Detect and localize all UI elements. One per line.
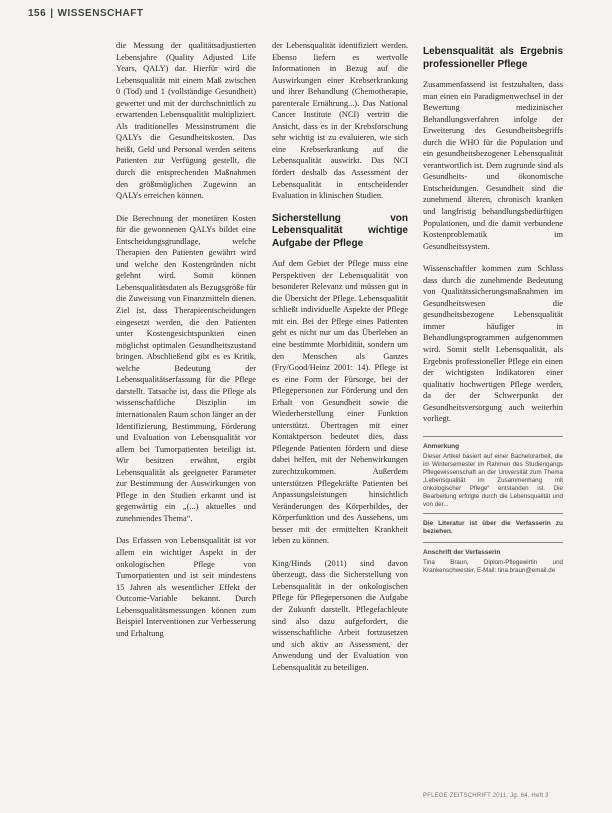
paragraph: die Messung der qualitätsadjustierten Lebensjahre (Quality Adjusted Life Years, QALY) dar. Hierfür wird die Lebensqualität mit einem Maß zwischen 0 (Tod) und 1 (vollständige Gesundheit) gewertet und mit der durchschnittlich zu erwartenden Lebensqualität multipliziert. Als traditionelles Messinstrument die QALYs die Gesundheitskosten. Das heißt, Geld und Personal werden seitens Patienten zur Verfügung gestellt, die durch die entsprechenden Maßnahmen den größtmöglichen Zugewinn an QALYs erreichen können. bbox=[116, 41, 256, 201]
page-footer: PFLEGE ZEITSCHRIFT 2011, Jg. 64, Heft 3 bbox=[423, 793, 549, 799]
note-text: Dieser Artikel basiert auf einer Bachelorarbeit, die im Wintersemester im Rahmen des Studiengangs Pflegewissenschaft an der Universität zum Thema „Lebensqualität im Zusammenhang mit onkologischer Pflege“ entstanden ist. Die Bearbeitung erfolgte durch die Lebensqualität und von der... bbox=[423, 452, 563, 508]
divider bbox=[423, 436, 563, 437]
note-title: Anmerkung bbox=[423, 442, 460, 450]
paragraph: Wissenschaftler kommen zum Schluss dass durch die zunehmende Bedeutung von Qualitätssicherungsmaßnahmen im Gesundheitswesen die gesundheitsbezogene Lebensqualität immer häufiger in Behandlungsprogrammen aufgenommen wird. Somit stellt Lebensqualität, als Ergebnis professioneller Pflege ein einen der wichtigsten Indikatoren einer qualitativ hochwertigen Pflege werden, da der der Schwerpunkt der Gesundheitsversorgung auch weiterhin vorliegt. bbox=[423, 264, 563, 424]
divider bbox=[423, 542, 563, 543]
paragraph: King/Hinds (2011) sind davon überzeugt, dass die Sicherstellung von Lebensqualität in der onkologischen Pflege für Pflegepersonen die Aufgabe der Zukunft darstellt. Pflegefachleute sind also dazu aufgefordert, die wissenschaftliche Arbeit fortzusetzen und sich aktiv an Assessment, der Anwendung und der Evaluation von Lebensqualität zu beteiligen. bbox=[272, 558, 408, 672]
section-heading: Sicherstellung von Lebensqualität wichtige Aufgabe der Pflege bbox=[272, 212, 408, 249]
section-heading: Lebensqualität als Ergebnis professioneller Pflege bbox=[423, 46, 563, 70]
column-3 bbox=[423, 40, 563, 579]
column-1 bbox=[116, 40, 256, 650]
paragraph: Zusammenfassend ist festzuhalten, dass man einen ein Paradigmenwechsel in der Bewertung medizinischer Behandlungsverfahren infolge der Erweiterung des Gesundheitsbegriffs durch die WHO für die Population und ein gesundheitsbezogener Lebensqualität verantwortlich ist. Dem zugrunde sind als Gesundheits- und ökonomische Entscheidungen. Gesundheit sind die zunehmend älteren, chronisch kranken und langfristig behandlungsbedürftigen Populationen, und die damit verbundene Kostenproblematik im Gesundheitssystem. bbox=[423, 80, 564, 251]
note-box bbox=[423, 436, 563, 575]
literature-note: Die Literatur ist über die Verfasserin zu beziehen. bbox=[423, 519, 563, 535]
paragraph: Das Erfassen von Lebensqualität ist vor allem ein wichtiger Aspekt in der onkologischen Pflege von Tumorpatienten und ist seit mindestens 15 Jahren als wesentlicher Effekt der Outcome-Variable bekannt. Durch Lebensqualitätsmessungen können zum Beispiel Interventionen zur Verbesserung und Erhaltung bbox=[116, 536, 256, 638]
column-2 bbox=[272, 40, 408, 684]
section-title: WISSENSCHAFT bbox=[57, 8, 144, 19]
paragraph: Auf dem Gebiet der Pflege muss eine Perspektiven der Lebensqualität von besonderer Relevanz und müssen gut in die Übersicht der Pflege. Lebensqualität schließt individuelle Aspekte der Pflege mit ein. Bei der Pflege eines Patienten geht es nicht nur um das Überleben an eine bestimmte Morbidität, sondern um den Menschen als Ganzes (Fry/Good/Heinz 2001: 14). Pflege ist es eine Form der Fürsorge, bei der Pflegepersonen zur Förderung und den Erhalt von Gesundheit sowie die Wiederherstellung einer Funktion unterstützt. Übertragen mit einer Kontaktperson bedeutet dies, dass Pflegende Patienten fördern und diese dabei helfen, mit der Nebenwirkungen zurechtzukommen. Außerdem unterstützen Pflegekräfte Patienten bei Anpassungsleistungen hinsichtlich Veränderungen des Körperbildes, der Körperfunktion und des Aussehens, um besser mit der ermittelten Krankheit leben zu können. bbox=[272, 259, 408, 546]
paragraph: Die Berechnung der monetären Kosten für die gewonnenen QALYs bildet eine Entscheidungsgrundlage, welche Therapien den Patienten gewährt wird und welche den Kostengründen nicht gelehnt wird. Somit können Lebensqualitätsdaten als Bezugsgröße für die Zuweisung von Finanzmitteln dienen. Ziel ist, dass Therapieentscheidungen eingesetzt werden, die den Patienten unter Kostengesichtspunkten einen möglichst optimalen Gesundheitszustand bringen. Abschließend gibt es es Kritik, welche Bedeutung der Lebensqualitätserfassung für die Pflege darstellt. Tatsache ist, dass die Pflege als wissenschaftliche Disziplin im internationalen Raum schon länger an der Identifizierung, Bestimmung, Förderung und Evaluation von Lebensqualität vor allem bei Tumorpatienten beteiligt ist. Wir besitzen erwähnt, ergibt Lebensqualität als geeigneter Parameter zur Bestimmung der Auswirkungen von Pflege in den Studien erkannt und ist gegenwärtig ein „(...) aktuelles und zunehmendes Thema“. bbox=[116, 213, 256, 523]
author-text: Tina Braun, Diplom-Pflegewirtin und Krankenschwester, E-Mail: tina.braun@email.de bbox=[423, 558, 563, 574]
header-separator: | bbox=[50, 8, 54, 19]
divider bbox=[423, 513, 563, 514]
running-header bbox=[28, 8, 144, 19]
page-number: 156 bbox=[28, 8, 47, 19]
paragraph: der Lebensqualität identifiziert werden. Ebenso liefern es wertvolle Informationen in Bezug auf die Auswirkungen einer Krebserkrankung und ihrer Behandlung (Chemotherapie, parenterale Ernährung...). Das National Cancer Institute (NCI) vertritt die Ansicht, dass es in der Krebsforschung sehr wichtig ist zu evaluieren, wie sich eine Krebserkrankung auf die Lebensqualität auswirkt. Das NCI fördert deshalb das Assessment der Lebensqualität in entscheidender Evaluation in klinischen Studien. bbox=[272, 41, 408, 201]
author-title: Anschrift der Verfasserin bbox=[423, 548, 501, 556]
